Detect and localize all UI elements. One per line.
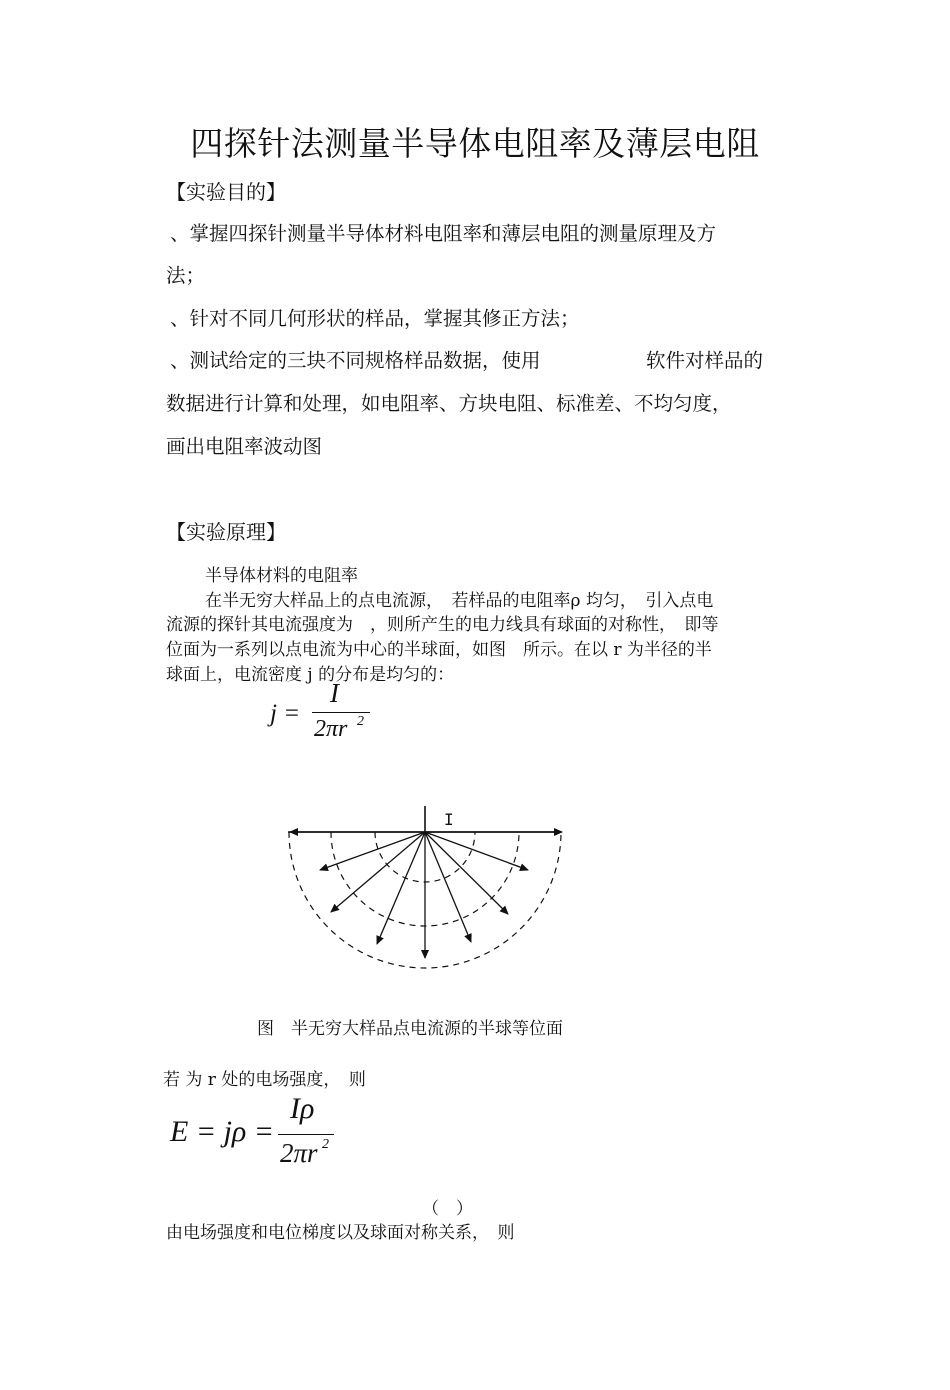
section-heading-principle: 【实验原理】 bbox=[166, 520, 286, 544]
equation-number: （ ） bbox=[422, 1199, 473, 1219]
eq2-lhs: E = jρ = bbox=[170, 1115, 275, 1148]
principle-line-4: 球面上，电流密度 j 的分布是均匀的： bbox=[166, 665, 455, 685]
eq2-fraction-bar bbox=[278, 1134, 334, 1135]
eq1-numerator: I bbox=[330, 678, 339, 708]
figure-caption: 图 半无穷大样品点电流源的半球等位面 bbox=[257, 1019, 563, 1039]
subheading-resistivity: 半导体材料的电阻率 bbox=[205, 566, 358, 586]
principle-line-3: 位面为一系列以点电流为中心的半球面，如图 所示。在以 r 为半径的半 bbox=[166, 640, 712, 660]
purpose-item-1: 、掌握四探针测量半导体材料电阻率和薄层电阻的测量原理及方 bbox=[170, 222, 717, 245]
eq1-lhs: j = bbox=[270, 700, 301, 727]
last-line: 由电场强度和电位梯度以及球面对称关系， 则 bbox=[166, 1223, 515, 1243]
purpose-item-3-cont: 数据进行计算和处理，如电阻率、方块电阻、标准差、不均匀度， bbox=[166, 392, 732, 415]
current-label-I: I bbox=[444, 810, 454, 829]
eq1-exponent: 2 bbox=[357, 714, 364, 729]
section-heading-purpose: 【实验目的】 bbox=[166, 180, 286, 204]
purpose-item-3-end: 画出电阻率波动图 bbox=[166, 435, 323, 458]
eq2-denominator: 2πr bbox=[280, 1138, 318, 1168]
purpose-item-1-cont: 法； bbox=[166, 264, 206, 287]
eq1-denominator: 2πr bbox=[314, 716, 348, 742]
purpose-item-2: 、针对不同几何形状的样品，掌握其修正方法； bbox=[170, 307, 580, 330]
purpose-item-3: 、测试给定的三块不同规格样品数据，使用 bbox=[170, 349, 541, 372]
current-arrows bbox=[320, 832, 528, 958]
purpose-item-3-tail: 软件对样品的 bbox=[646, 349, 764, 372]
eq2-exponent: 2 bbox=[322, 1137, 329, 1152]
principle-line-2: 流源的探针其电流强度为 ，则所产生的电力线具有球面的对称性， 即等 bbox=[166, 615, 719, 635]
field-strength-line: 若 为 r 处的电场强度， 则 bbox=[163, 1070, 366, 1090]
page-title: 四探针法测量半导体电阻率及薄层电阻 bbox=[190, 124, 760, 163]
eq2-numerator: Iρ bbox=[290, 1092, 315, 1125]
principle-line-1: 在半无穷大样品上的点电流源， 若样品的电阻率ρ 均匀， 引入点电 bbox=[205, 591, 714, 611]
